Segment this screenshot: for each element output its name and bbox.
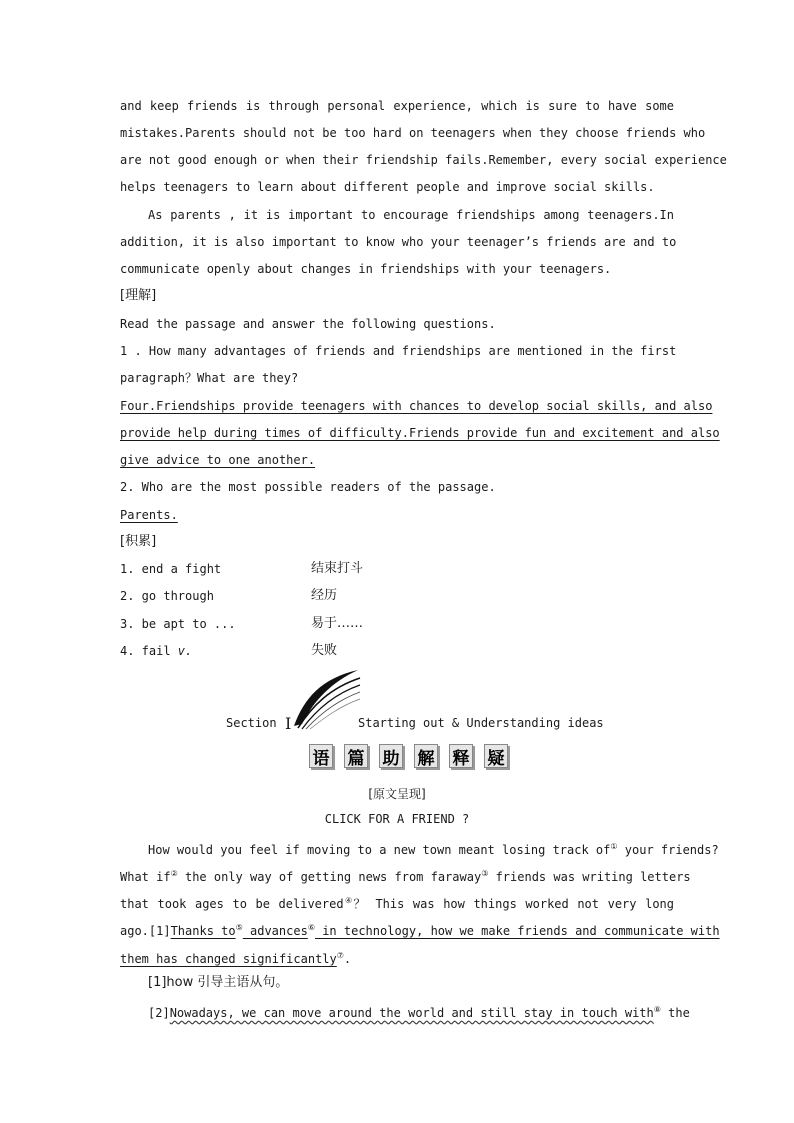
banner-char: 疑 [484, 744, 508, 768]
footnote-marker: ② [170, 869, 178, 878]
banner-char: 篇 [344, 744, 368, 768]
article-line3 [120, 893, 674, 912]
section-label: Section [226, 716, 277, 730]
phrase-meaning-1: 结束打斗 [311, 561, 364, 576]
article-text: your friends? [617, 843, 719, 857]
footnote-marker: ③ [481, 869, 489, 878]
answer1-line3: give advice to one another. [120, 453, 316, 467]
section-title: Starting out & Understanding ideas [358, 716, 604, 730]
answer1-line1: Four.Friendships provide teenagers with chances to develop social skills, and also [120, 399, 713, 413]
article-text: that took ages to be delivered [120, 897, 344, 911]
banner-char: 助 [379, 744, 403, 768]
phrase-item-4-pos: v. [177, 644, 193, 658]
answer2: Parents. [120, 508, 178, 522]
article-text: ago.[1] [120, 924, 171, 938]
article-line4 [120, 920, 720, 939]
banner-char: 语 [309, 744, 333, 768]
accumulate-header: [积累] [120, 534, 157, 549]
question1-line1: 1 . How many advantages of friends and friendships are mentioned in the first [120, 344, 677, 358]
article-text: the [660, 1006, 690, 1020]
grammar-note-1: [1]how 引导主语从句。 [148, 975, 289, 990]
banner-title [309, 744, 508, 768]
phrase-item-4 [120, 643, 674, 659]
article-text: the only way of getting news from faraway [177, 870, 482, 884]
original-text-header: [原文呈现] [368, 787, 426, 801]
para1-line2: mistakes.Parents should not be too hard on teenagers when they choose friends who [120, 126, 706, 140]
footnote-marker: ① [610, 842, 618, 851]
footnote-marker: ④ [343, 896, 354, 905]
phrase-item-4-word: 4. fail [120, 644, 178, 658]
understand-instruction: Read the passage and answer the following questions. [120, 317, 496, 331]
question1-line2: paragraph？What are they? [120, 371, 299, 385]
para2-line1: As parents , it is important to encourage friendships among teenagers.In [148, 208, 674, 222]
para1-line4: helps teenagers to learn about different people and improve social skills. [120, 180, 655, 194]
underlined-phrase: Thanks to [170, 924, 236, 938]
question2: 2. Who are the most possible readers of the passage. [120, 480, 496, 494]
phrase-item-3: 3. be apt to ... [120, 617, 236, 631]
para1-line3: are not good enough or when their friendship fails.Remember, every social experience [120, 153, 727, 167]
banner-char: 解 [414, 744, 438, 768]
section-header [0, 716, 794, 736]
underlined-phrase: in technology, how we make friends and communicate with [314, 924, 720, 938]
banner-char: 释 [449, 744, 473, 768]
para2-line2: addition, it is also important to know who your teenager’s friends are and to [120, 235, 677, 249]
answer1-line2: provide help during times of difficulty.Friends provide fun and excitement and also [120, 426, 720, 440]
article-text: [2] [148, 1006, 170, 1020]
article-line7 [148, 1002, 690, 1021]
article-text: How would you feel if moving to a new town meant losing track of [148, 843, 611, 857]
footnote-marker: ⑤ [235, 923, 243, 932]
article-line5 [120, 948, 674, 967]
article-text: . [343, 952, 352, 966]
article-line1 [148, 839, 719, 858]
phrase-meaning-2: 经历 [311, 588, 338, 603]
article-line2 [120, 866, 691, 885]
article-title: CLICK FOR A FRIEND ? [324, 812, 470, 826]
underlined-phrase: them has changed significantly [120, 952, 337, 966]
phrase-meaning-4: 失败 [311, 643, 338, 658]
footnote-marker: ⑧ [653, 1005, 661, 1014]
article-text: friends was writing letters [488, 870, 691, 884]
footnote-marker: ⑥ [307, 923, 315, 932]
section-number: Ⅰ [285, 714, 292, 733]
footnote-marker: ⑦ [336, 951, 344, 960]
understand-header: [理解] [120, 288, 157, 303]
underlined-phrase: advances [242, 924, 308, 938]
wavy-underlined-phrase: Nowadays, we can move around the world and still stay in touch with [169, 1006, 654, 1020]
article-text: What if [120, 870, 171, 884]
phrase-item-2: 2. go through [120, 589, 214, 603]
article-text: ？ This was how things worked not very long [353, 897, 674, 911]
phrase-meaning-3: 易于…… [311, 616, 364, 631]
para1-line1: and keep friends is through personal experience, which is sure to have some [120, 99, 674, 113]
phrase-item-1: 1. end a fight [120, 562, 222, 576]
para2-line3: communicate openly about changes in friendships with your teenagers. [120, 262, 612, 276]
